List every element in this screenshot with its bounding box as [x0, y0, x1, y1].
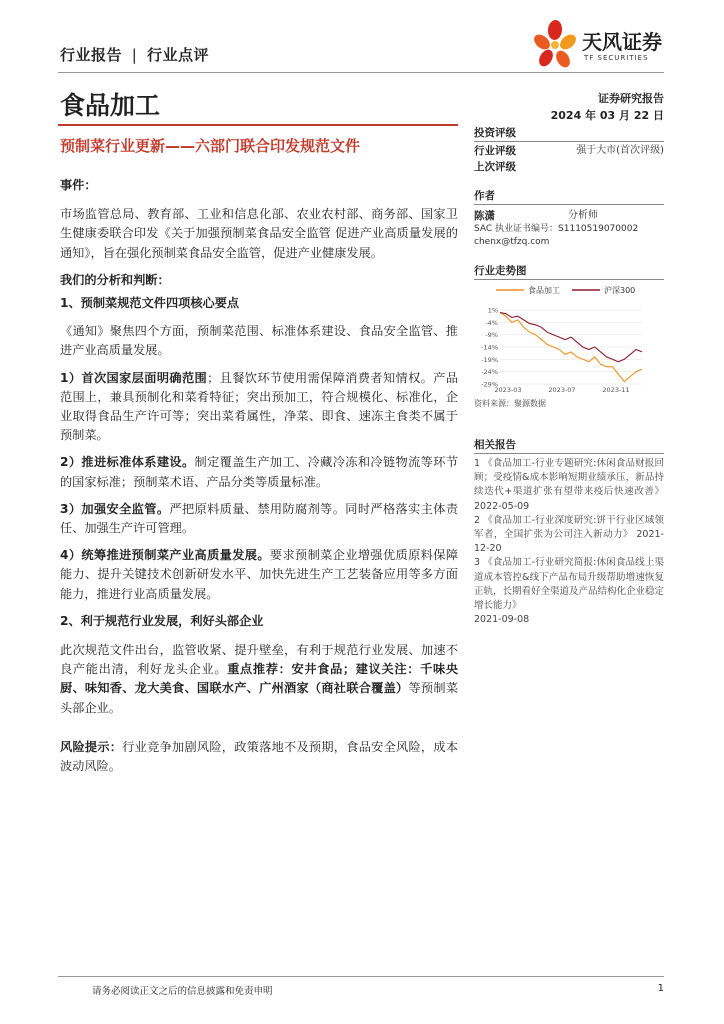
event-label: 事件： — [60, 178, 97, 192]
section2-body: 此次规范文件出台，监管收紧、提升壁垒，有利于规范行业发展、加速不良产能出清，利好龙头企业。 — [60, 643, 458, 677]
logo-text-cn: 天风证券 — [582, 30, 662, 54]
related-report-2[interactable] — [474, 514, 664, 557]
rating-divider — [474, 141, 664, 142]
x-tick-label-2: 2023-11 — [602, 386, 630, 394]
logo-flower-icon — [530, 18, 580, 76]
y-tick-label-5: -24% — [481, 368, 498, 377]
y-tick-label-4: -19% — [481, 355, 498, 364]
report-2-title[interactable]: 2 《食品加工-行业深度研究:饼干行业区域领军者，全国扩张为公司注入新动力》 — [474, 514, 664, 541]
y-tick-label-6: -29% — [481, 380, 498, 389]
section2-text — [60, 641, 458, 718]
point2-heading: 2）推进标准体系建设。 — [60, 455, 195, 470]
event-text: 市场监管总局、教育部、工业和信息化部、农业农村部、商务部、国家卫生健康委联合印发《关于加强预制菜食品安全监管 促进产业高质量发展的通知》，旨在强化预制菜食品安全监管，促进产业健康发展。 — [60, 207, 458, 260]
header-divider — [58, 72, 664, 73]
section1-title: 1、预制菜规范文件四项核心要点 — [60, 296, 240, 311]
report-type: 证券研究报告 — [598, 92, 664, 105]
related-report-1[interactable] — [474, 457, 664, 514]
recommendation: 重点推荐：安井食品；建议关注：千味央厨、味知香、龙大美食、国联水产、广州酒家（商社联合覆盖） — [60, 662, 459, 696]
legend-label-0: 食品加工 — [528, 286, 560, 295]
report-3-date: 2021-09-08 — [474, 614, 530, 626]
author-sac: SAC 执业证书编号：S1110519070002 — [474, 224, 639, 234]
x-tick-label-1: 2023-07 — [548, 386, 576, 394]
recommendation-tail: 等预制菜头部企业。 — [60, 681, 459, 715]
rating-title: 投资评级 — [474, 127, 516, 139]
related-divider — [474, 453, 664, 454]
rating-value: 强于大市(首次评级) — [576, 145, 664, 156]
sidebar — [474, 125, 664, 175]
analysis-label: 我们的分析和判断： — [60, 272, 170, 287]
author-email: chenx@tfzq.com — [474, 237, 550, 247]
report-title: 预制菜行业更新——六部门联合印发规范文件 — [60, 137, 361, 155]
report-2-date: 2021-12-20 — [474, 529, 664, 555]
section1-intro: 《通知》聚焦四个方面，预制菜范围、标准体系建设、食品安全监管、推进产业高质量发展。 — [60, 324, 458, 358]
point4-heading: 4）统筹推进预制菜产业高质量发展。 — [60, 548, 270, 563]
author-role: 分析师 — [568, 210, 598, 221]
title-divider — [58, 124, 458, 126]
author-title: 作者 — [474, 190, 495, 202]
last-rating-label: 上次评级 — [474, 161, 516, 173]
point4-text: 要求预制菜企业增强优质原料保障能力、提升关键技术创新研发水平、加快先进生产工艺装备应用等多方面能力，推进行业高质量发展。 — [60, 548, 459, 601]
author-divider — [474, 204, 664, 205]
y-tick-label-0: 1% — [487, 306, 498, 315]
related-title: 相关报告 — [474, 439, 516, 451]
main-content — [60, 176, 458, 784]
point1-text: ；且餐饮环节使用需保障消费者知情权。产品范围上，兼具预制化和菜肴特征；突出预加工，符合规模化、标准化，企业取得食品生产许可等；突出菜肴属性，净菜、即食、速冻主食类不属于预制菜。 — [60, 370, 459, 443]
footer-divider — [58, 976, 664, 977]
author-block — [474, 188, 664, 249]
point2 — [60, 453, 458, 491]
rating-row — [474, 143, 664, 159]
series-line-1 — [500, 313, 642, 362]
risk-warning — [60, 738, 458, 776]
point1-heading: 1）首次国家层面明确范围 — [60, 370, 208, 385]
point3 — [60, 500, 458, 538]
x-tick-label-0: 2023-03 — [494, 386, 522, 394]
legend-label-1: 沪深300 — [604, 286, 636, 295]
author-row — [474, 209, 664, 223]
related-reports — [474, 437, 664, 627]
trend-chart — [474, 280, 664, 396]
category-separator: | — [131, 46, 138, 64]
report-1-title[interactable]: 1 《食品加工-行业专题研究:休闲食品财报回顾；受疫情&成本影响短期业绩承压，新品持续迭代+渠道扩张有望带来疫后快速改善》 — [474, 458, 664, 498]
chart-source: 资料来源：聚源数据 — [474, 399, 546, 408]
risk-text: 行业竞争加剧风险，政策落地不及预期，食品安全风险，成本波动风险。 — [60, 739, 459, 774]
category-label: 行业报告 — [60, 46, 123, 64]
section2-title: 2、利于规范行业发展，利好头部企业 — [60, 613, 264, 628]
last-rating-row — [474, 159, 664, 175]
report-date: 2024 年 03 月 22 日 — [550, 109, 664, 122]
y-tick-label-1: -4% — [485, 318, 498, 327]
point4 — [60, 546, 458, 604]
point1 — [60, 369, 458, 446]
trend-block — [474, 263, 664, 409]
risk-label: 风险提示： — [60, 739, 123, 754]
report-1-date: 2022-05-09 — [474, 500, 530, 512]
report-category — [60, 44, 209, 65]
rating-label: 行业评级 — [474, 145, 516, 157]
page-number: 1 — [657, 983, 664, 994]
company-logo — [530, 18, 670, 78]
trend-title: 行业走势图 — [474, 265, 527, 277]
report-3-title[interactable]: 3 《食品加工-行业研究简报:休闲食品线上渠道成本管控&线下产品布局升级帮助增速恢复正轨，长期看好全渠道及产品结构化企业稳定增长能力》 — [474, 557, 665, 612]
y-tick-label-3: -14% — [481, 343, 498, 352]
point2-text: 制定覆盖生产加工、冷藏冷冻和冷链物流等环节的国家标准；预制菜术语、产品分类等质量标准。 — [60, 455, 459, 489]
point3-text: 严把原料质量、禁用防腐剂等。同时严格落实主体责任、加强生产许可管理。 — [60, 501, 459, 536]
industry-title: 食品加工 — [60, 91, 161, 120]
related-report-3[interactable] — [474, 556, 664, 627]
point3-heading: 3）加强安全监管。 — [60, 501, 170, 516]
author-name: 陈潇 — [474, 210, 495, 222]
footer-disclaimer: 请务必阅读正文之后的信息披露和免责申明 — [92, 986, 273, 997]
logo-text-en: TF SECURITIES — [584, 54, 649, 62]
subcategory-label: 行业点评 — [147, 46, 210, 64]
y-tick-label-2: -9% — [485, 331, 498, 340]
